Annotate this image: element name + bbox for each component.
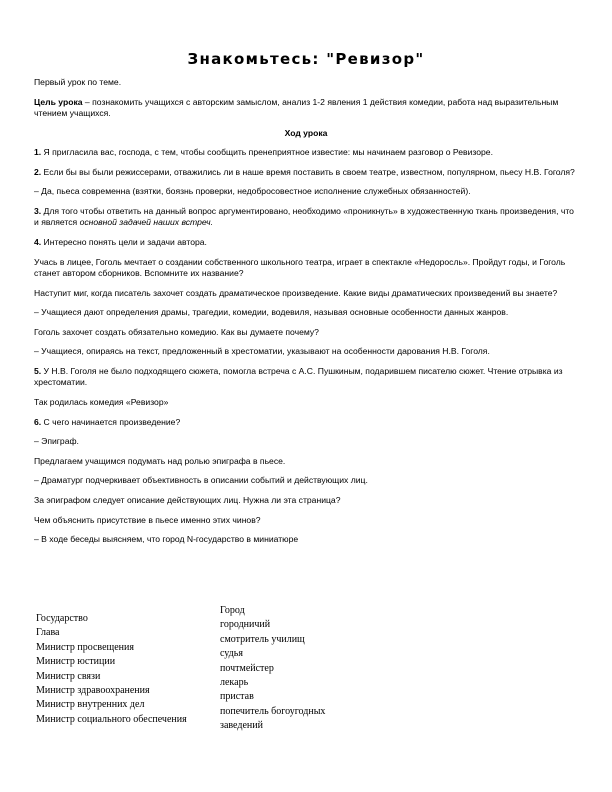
state-item: Министр просвещения [36,641,134,653]
state-item: Министр внутренних дел [36,699,145,711]
town-item: смотритель училищ [220,633,305,645]
intro-line: Первый урок по теме. [34,77,122,87]
state-item: Глава [36,627,60,639]
state-item: Министр юстиции [36,656,116,668]
paragraph-3-text: Для того чтобы ответить на данный вопрос аргументировано, необходимо «проникнуть» в художественную ткань произведения, что и является [34,205,574,228]
town-item: пристав [220,691,254,703]
paragraph-5-text: У Н.В. Гоголя не было подходящего сюжета, помогла встреча с А.С. Пушкиным, подарившем писателю сюжет. Чтение отрывка из хрестоматии. [34,365,563,388]
paragraph-6-conclusion: – В ходе беседы выясняем, что город N-государство в миниатюре [34,534,299,545]
state-item: Министр социального обеспечения [36,713,187,725]
paragraph-4-lyceum: Учась в лицее, Гоголь мечтает о создании собственного школьного театра, играет в спектакле «Недоросль». Пройдут годы, и Гоголь станет автором сборников. Вспомните их название? [34,256,566,278]
paragraph-4-answer: – Учащиеся дают определения драмы, трагедии, комедии, водевиля, называя основные особенности данных жанров. [34,307,509,318]
section-heading: Ход урока [284,127,328,138]
town-item: лекарь [220,677,249,689]
town-item: Город [220,605,245,616]
comparison-column-town [220,604,370,734]
paragraph-4-question: Наступит миг, когда писатель захочет создать драматическое произведение. Какие виды драматических произведений вы знаете? [34,287,558,298]
paragraph-6-characters: За эпиграфом следует описание действующих лиц. Нужна ли эта страница? [34,494,341,505]
comparison-column-state [36,612,216,727]
paragraph-6-number: 6. [34,416,42,427]
paragraph-6-answer: – Эпиграф. [34,436,79,447]
paragraph-4-number: 4. [34,236,42,247]
page-title: Знакомьтесь: "Ревизор" [187,50,425,68]
paragraph-6-why: Чем объяснить присутствие в пьесе именно этих чинов? [34,514,261,525]
town-item: почтмейстер [220,662,274,674]
paragraph-4-text: Интересно понять цели и задачи автора. [41,236,207,247]
paragraph-3-number: 3. [34,205,42,216]
paragraph-6-text: С чего начинается произведение? [41,416,181,427]
paragraph-3 [34,206,578,229]
paragraph-2 [34,167,578,178]
paragraph-5-number: 5. [34,365,42,376]
state-item: Министр связи [36,670,101,682]
paragraph-1 [34,147,578,158]
lesson-goal [34,97,578,120]
paragraph-6-task-answer: – Драматург подчеркивает объективность в описании событий и действующих лиц. [34,475,368,486]
state-item: Министр здравоохранения [36,685,150,697]
paragraph-2-answer: – Да, пьеса современна (взятки, боязнь проверки, недобросовестное исполнение служебных обязанностей). [34,186,471,197]
goal-text: – познакомить учащихся с авторским замыслом, анализ 1-2 явления 1 действия комедии, работа над выразительным чтением учащихся. [34,96,559,118]
paragraph-1-text: Я пригласила вас, господа, с тем, чтобы сообщить пренеприятное известие: мы начинаем разговор о Ревизоре. [41,147,493,158]
town-item: городничий [220,619,271,631]
paragraph-2-text: Если бы вы были режиссерами, отважились ли в наше время поставить в своем театре, известном, популярном, пьесу Н.В. Гоголя? [41,166,575,177]
paragraph-3-italic: основной задачей наших встреч. [79,217,214,228]
paragraph-4-comedy-answer: – Учащиеся, опираясь на текст, предложенный в хрестоматии, указывают на особенности дарования Н.В. Гоголя. [34,346,490,357]
paragraph-4 [34,237,578,248]
goal-label: Цель урока [34,96,83,107]
paragraph-6 [34,417,578,428]
town-item: попечитель богоугодных [220,705,326,717]
paragraph-5-result: Так родилась комедия «Ревизор» [34,396,169,407]
paragraph-4-comedy: Гоголь захочет создать обязательно комедию. Как вы думаете почему? [34,326,319,337]
state-item: Государство [36,613,88,624]
paragraph-5 [34,366,578,389]
town-item: заведений [220,720,263,732]
paragraph-2-number: 2. [34,166,42,177]
paragraph-6-task: Предлагаем учащимся подумать над ролью эпиграфа в пьесе. [34,455,286,466]
town-item: судья [220,648,243,660]
paragraph-1-number: 1. [34,147,42,158]
document-body [34,77,578,554]
